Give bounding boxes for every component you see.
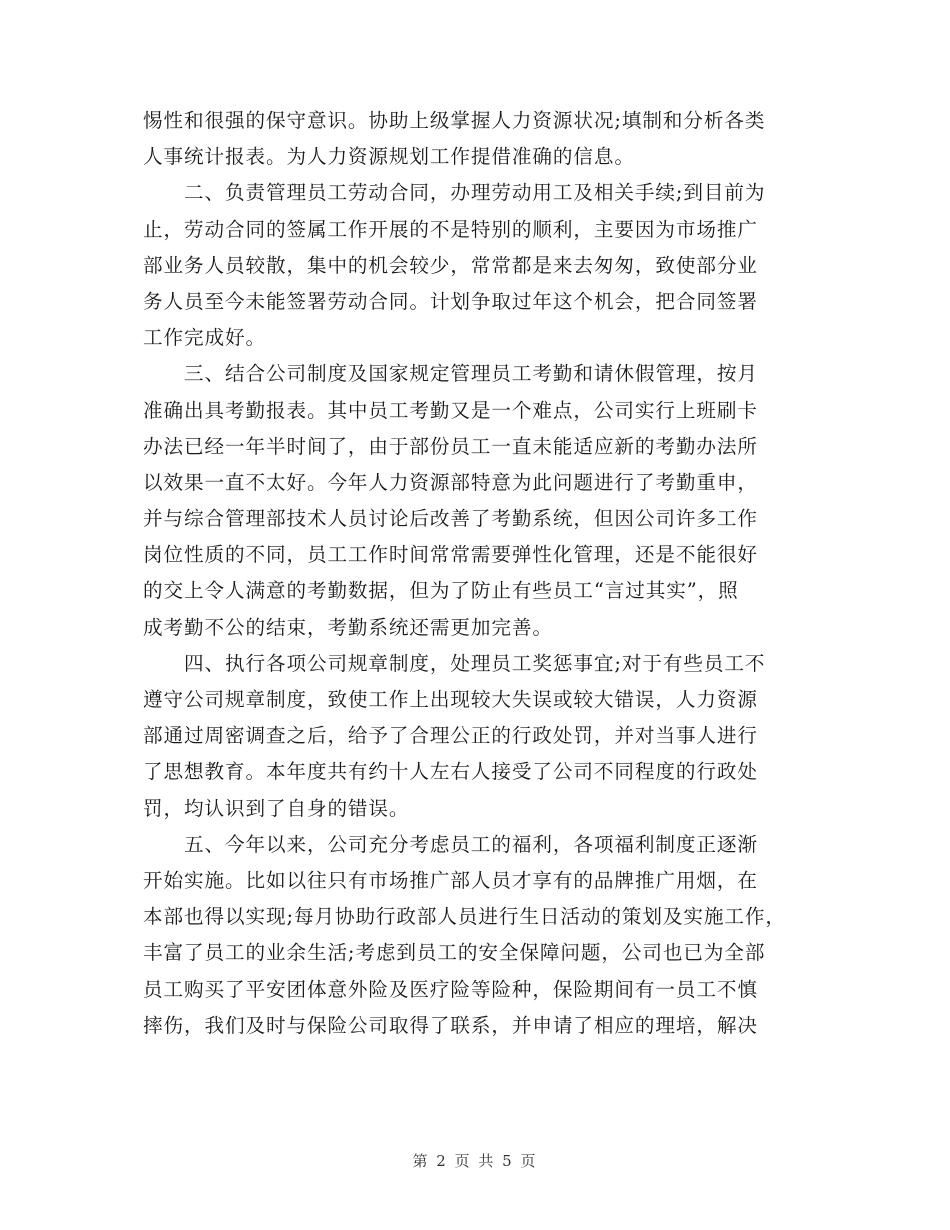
text-line: 人事统计报表。为人力资源规划工作提借准确的信息。 bbox=[143, 145, 635, 169]
body-text bbox=[143, 103, 808, 1044]
text-line: 员工购买了平安团体意外险及医疗险等险种，保险期间有一员工不慎 bbox=[143, 977, 758, 1001]
text-line: 四、执行各项公司规章制度，处理员工奖惩事宜;对于有些员工不 bbox=[143, 651, 766, 675]
text-line: 丰富了员工的业余生活;考虑到员工的安全保障问题，公司也已为全部 bbox=[143, 941, 766, 965]
text-line: 罚，均认识到了自身的错误。 bbox=[143, 796, 410, 820]
text-line: 惕性和很强的保守意识。协助上级掌握人力资源状况;填制和分析各类 bbox=[143, 109, 766, 132]
text-line: 工作完成好。 bbox=[143, 326, 266, 350]
page-number-footer: 第 2 页 共 5 页 bbox=[412, 1152, 538, 1170]
text-line: 成考勤不公的结束，考勤系统还需更加完善。 bbox=[143, 615, 553, 639]
text-line: 并与综合管理部技术人员讨论后改善了考勤系统，但因公司许多工作 bbox=[143, 507, 758, 531]
text-line: 准确出具考勤报表。其中员工考勤又是一个难点，公司实行上班刷卡 bbox=[143, 398, 758, 422]
text-line: 本部也得以实现;每月协助行政部人员进行生日活动的策划及实施工作， bbox=[143, 905, 786, 929]
text-line: 的交上令人满意的考勤数据，但为了防止有些员工“言过其实”，照 bbox=[143, 579, 739, 603]
text-line: 办法已经一年半时间了，由于部份员工一直未能适应新的考勤办法所 bbox=[143, 434, 758, 458]
text-line: 五、今年以来，公司充分考虑员工的福利，各项福利制度正逐渐 bbox=[143, 832, 758, 856]
text-line: 以效果一直不太好。今年人力资源部特意为此问题进行了考勤重申， bbox=[143, 470, 758, 494]
text-line: 部业务人员较散，集中的机会较少，常常都是来去匆匆，致使部分业 bbox=[143, 253, 758, 277]
text-line: 三、结合公司制度及国家规定管理员工考勤和请休假管理，按月 bbox=[143, 362, 758, 386]
text-line: 部通过周密调查之后，给予了合理公正的行政处罚，并对当事人进行 bbox=[143, 724, 758, 748]
text-line: 了思想教育。本年度共有约十人左右人接受了公司不同程度的行政处 bbox=[143, 760, 758, 784]
text-line: 二、负责管理员工劳动合同，办理劳动用工及相关手续;到目前为 bbox=[143, 181, 766, 205]
text-line: 岗位性质的不同，员工工作时间常常需要弹性化管理，还是不能很好 bbox=[143, 543, 758, 567]
text-line: 遵守公司规章制度，致使工作上出现较大失误或较大错误，人力资源 bbox=[143, 688, 758, 711]
text-line: 摔伤，我们及时与保险公司取得了联系，并申请了相应的理培，解决 bbox=[143, 1013, 758, 1037]
text-line: 止，劳动合同的签属工作开展的不是特别的顺利，主要因为市场推广 bbox=[143, 217, 758, 241]
text-line: 务人员至今未能签署劳动合同。计划争取过年这个机会，把合同签署 bbox=[143, 289, 758, 313]
text-line: 开始实施。比如以往只有市场推广部人员才享有的品牌推广用烟，在 bbox=[143, 868, 758, 892]
